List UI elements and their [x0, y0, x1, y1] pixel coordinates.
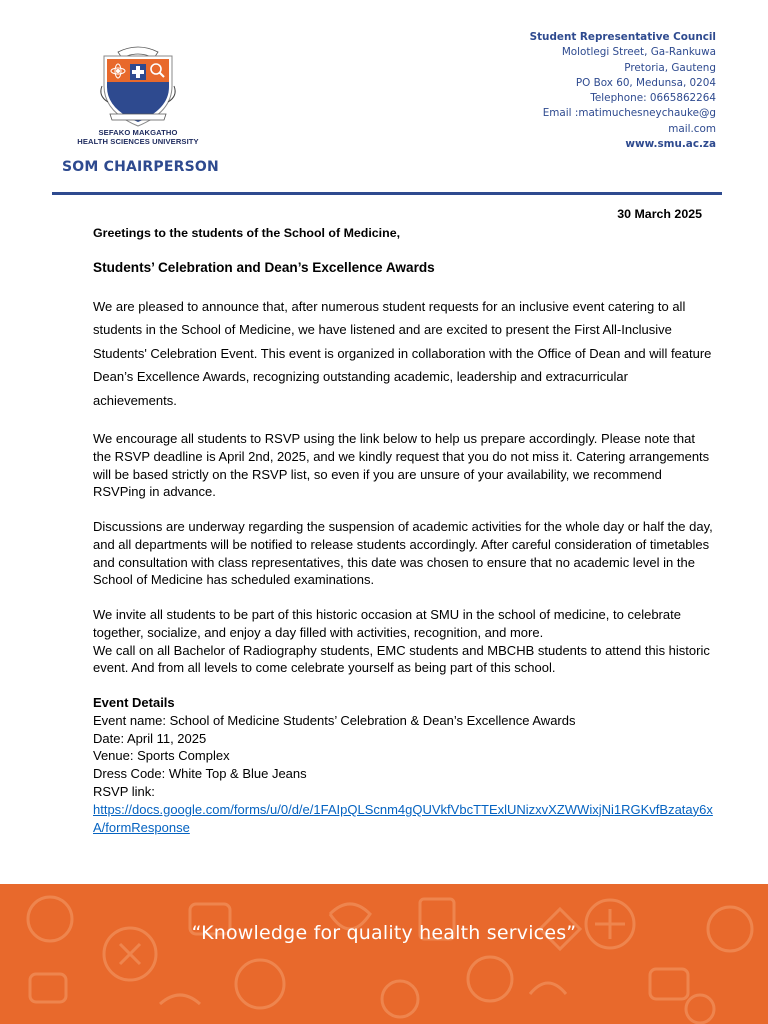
letter-subject: Students’ Celebration and Dean’s Excellence Awards: [93, 260, 435, 275]
paragraph-invitation-line-2: We call on all Bachelor of Radiography students, EMC students and MBCHB students to attend this historic event. And from all levels to come celebrate yourself as being part of this school.: [93, 642, 710, 676]
paragraph-invitation-line-1: We invite all students to be part of this historic occasion at SMU in the school of medicine, to celebrate together, socialize, and enjoy a day filled with activities, recognition, and more.: [93, 607, 681, 640]
event-details: [93, 694, 713, 836]
contact-po-box: PO Box 60, Medunsa, 0204: [575, 76, 716, 89]
university-name-line-2: HEALTH SCIENCES UNIVERSITY: [77, 137, 199, 146]
footer-banner: [0, 884, 768, 1024]
rsvp-label: RSVP link:: [93, 783, 155, 799]
letter-greeting: Greetings to the students of the School of Medicine,: [93, 226, 401, 240]
office-title: SOM CHAIRPERSON: [62, 159, 219, 175]
paragraph-rsvp: We encourage all students to RSVP using the link below to help us prepare accordingly. Please note that the RSVP deadline is April 2nd, 2025, and we kindly request that you do not miss it. Catering arrangements will be based strictly on the RSVP list, so even if you are unsure of your availability, we recommend RSVPing in advance.: [93, 431, 710, 500]
university-name: [64, 128, 212, 146]
event-name: Event name: School of Medicine Students’ Celebration & Dean’s Excellence Awards: [93, 712, 576, 728]
paragraph-announcement: We are pleased to announce that, after numerous student requests for an inclusive event catering to all students in the School of Medicine, we have listened and are excited to present the First All-Inclusive Students' Celebration Event. This event is organized in collaboration with the Office of Dean and will feature Dean’s Excellence Awards, recognizing outstanding academic, leadership and extracurricular achievements.: [93, 299, 712, 408]
event-date: Date: April 11, 2025: [93, 730, 207, 746]
contact-block: [476, 30, 716, 152]
contact-street: Molotlegi Street, Ga-Rankuwa: [561, 46, 716, 59]
event-dress-code: Dress Code: White Top & Blue Jeans: [93, 766, 307, 782]
event-details-heading: Event Details: [93, 695, 175, 710]
rsvp-link[interactable]: https://docs.google.com/forms/u/0/d/e/1FAIpQLScnm4gQUVkfVbcTTExlUNizxvXZWWixjNi1RGKvfBzatay6xA/formResponse: [93, 801, 713, 835]
contact-org: Student Representative Council: [529, 31, 716, 43]
letter-date: 30 March 2025: [617, 207, 702, 221]
contact-telephone: Telephone: 0665862264: [590, 92, 716, 105]
header-divider: [52, 192, 722, 195]
contact-email-line-1: Email :matimuchesneychauke@g: [542, 107, 716, 120]
event-venue: Venue: Sports Complex: [93, 748, 230, 764]
paragraph-academic-activities: Discussions are underway regarding the suspension of academic activities for the whole day or half the day, and all departments will be notified to release students accordingly. After careful consideration of timetables and consultation with class representatives, this date was chosen to ensure that no academic level in the School of Medicine has scheduled examinations.: [93, 519, 713, 588]
university-name-line-1: SEFAKO MAKGATHO: [98, 128, 178, 137]
contact-city: Pretoria, Gauteng: [624, 61, 716, 74]
footer-motto: “Knowledge for quality health services”: [191, 922, 577, 944]
health-icons-pattern: [0, 884, 768, 1024]
contact-website: www.smu.ac.za: [625, 138, 716, 151]
paragraph-invitation: [93, 606, 713, 677]
contact-email-line-2: mail.com: [668, 122, 716, 135]
